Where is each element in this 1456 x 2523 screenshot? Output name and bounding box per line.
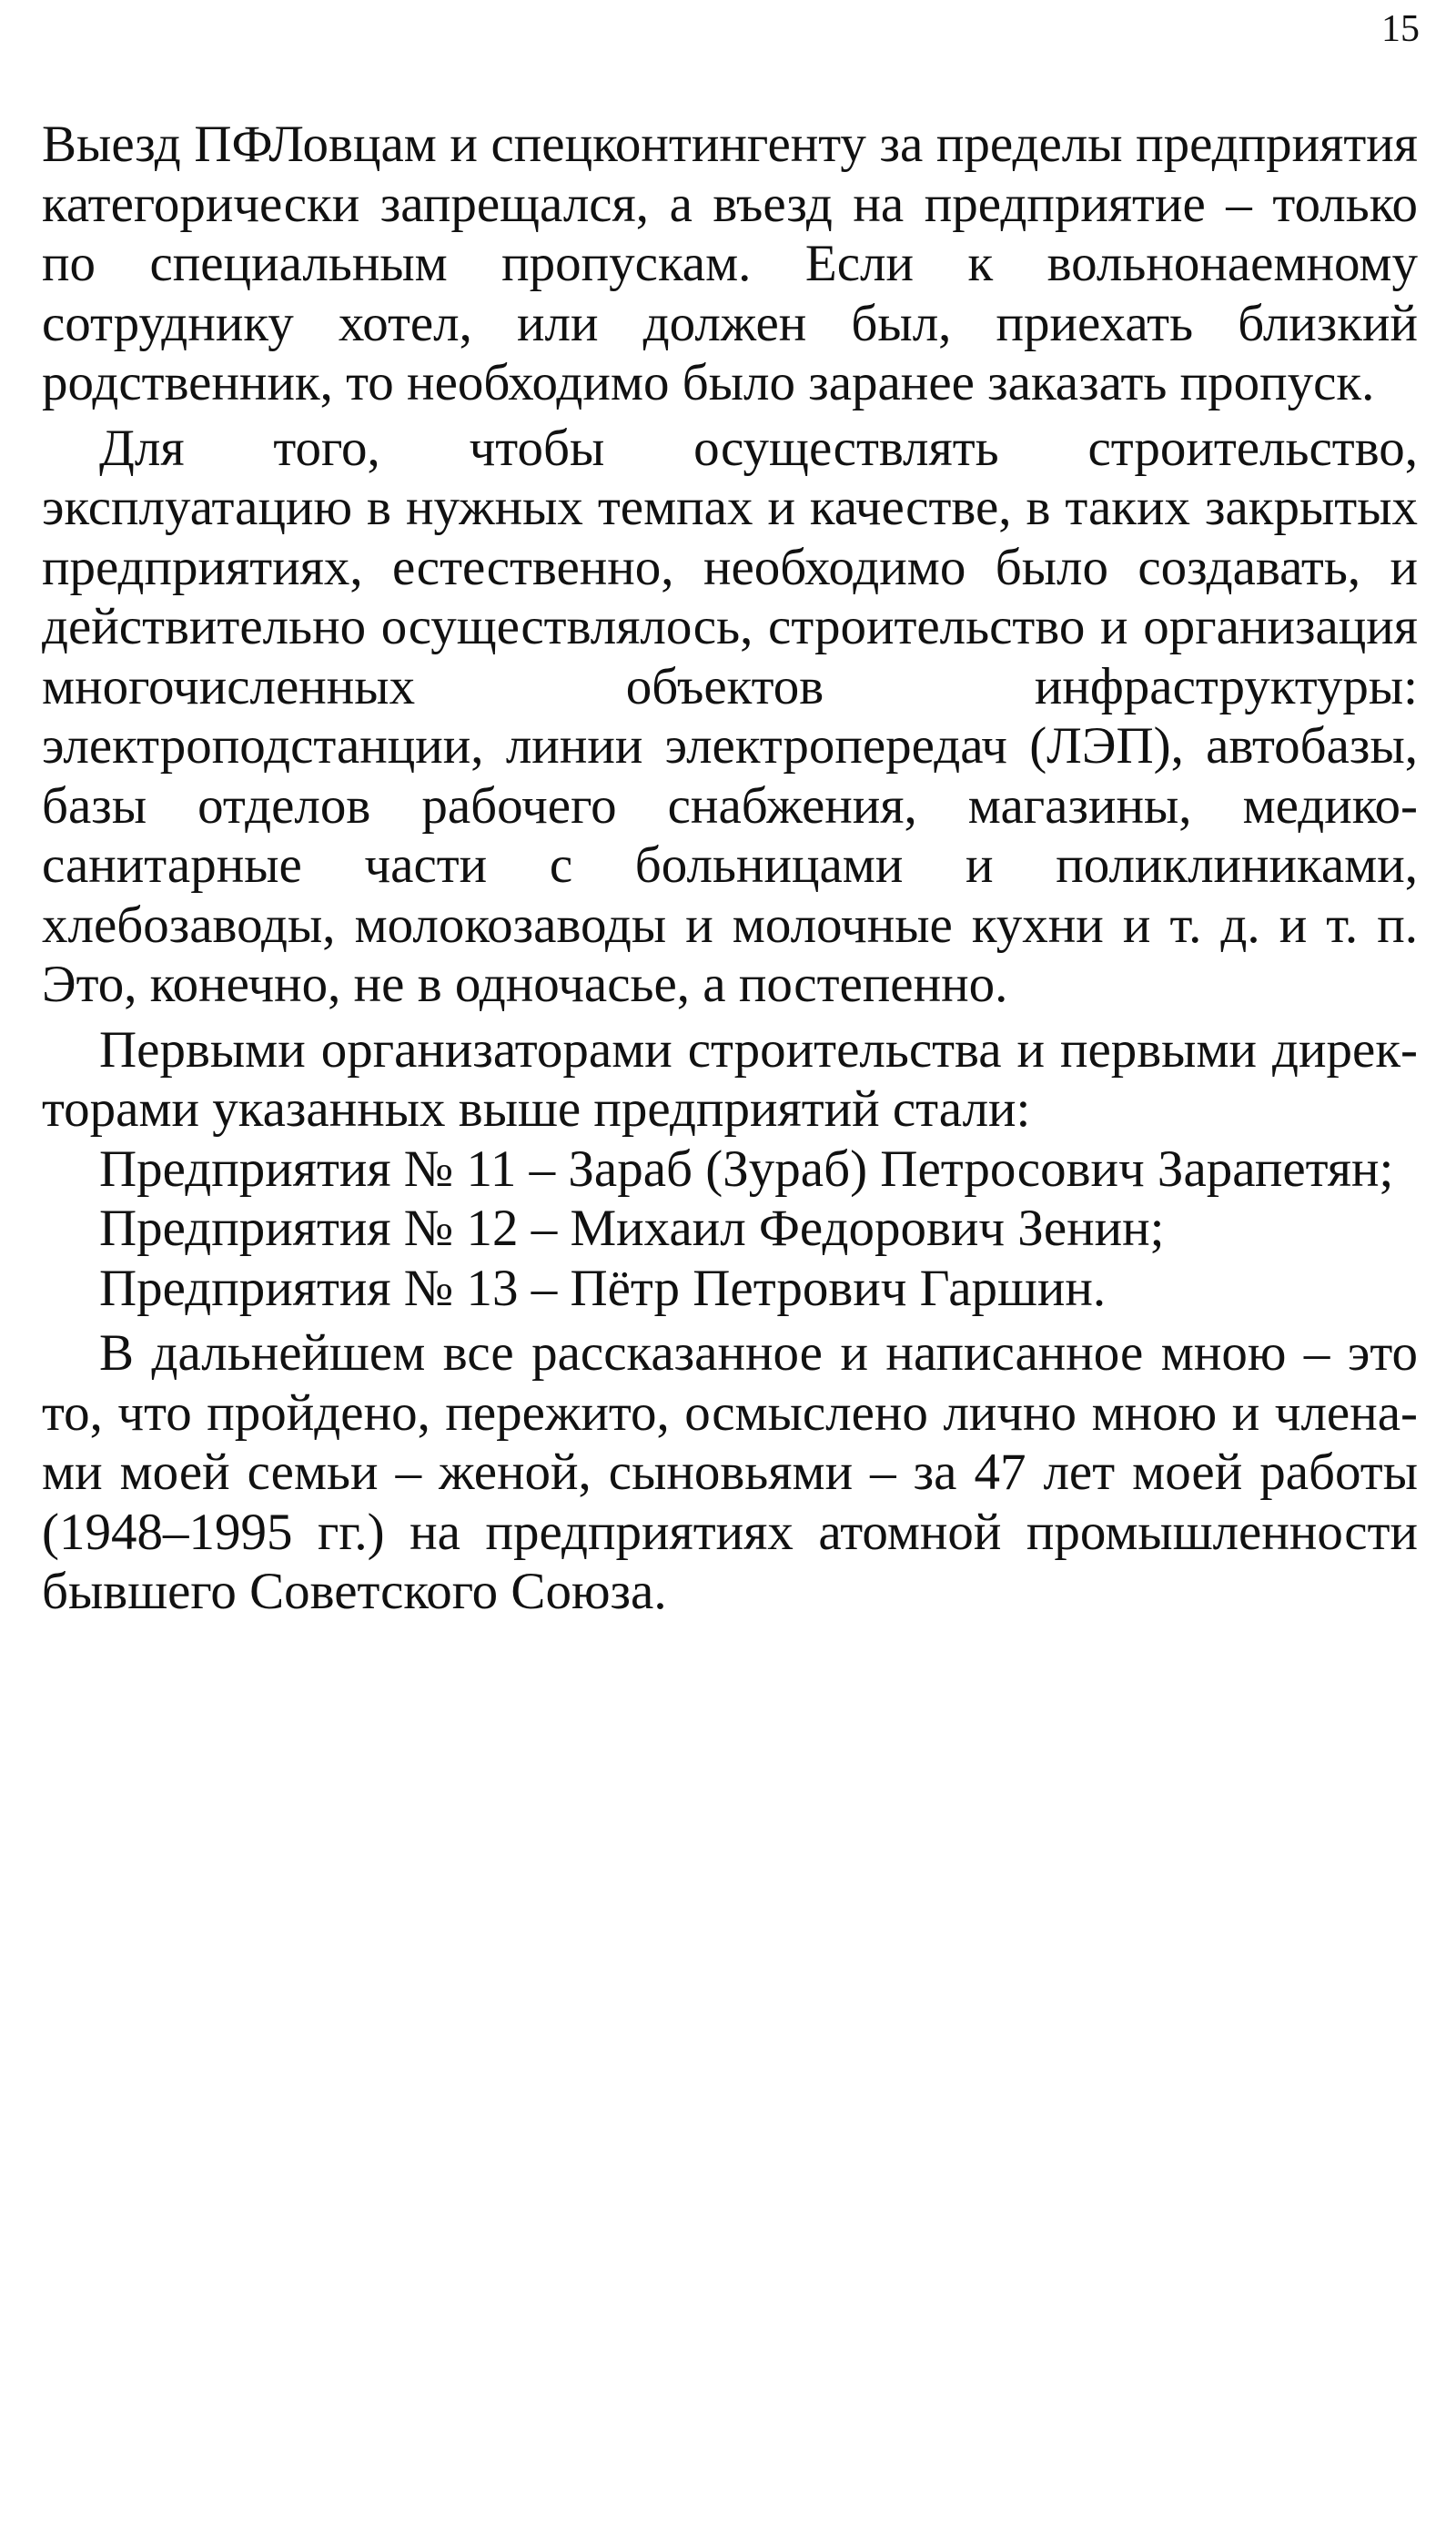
- director-item-enterprise-11: Предприятия № 11 – Зараб (Зураб) Петросович Зарапетян;: [99, 1140, 1394, 1198]
- paragraph-infrastructure: Для того, чтобы осуществлять строительство, эксплуатацию в нужных темпах и качестве, в таких закрытых предприятиях, естественно, необходимо было создавать, и действительно осуществлялось, строительство и организация многочисленных объектов инфраструктуры: электроподстанции, линии электропередач (ЛЭП), автобазы, базы отделов рабочего снабжения, магазины, медико-санитарные части с больницами и поликлиниками, хлебозаводы, молокозаводы и молочные кухни и т. д. и т. п. Это, конечно, не в одночасье, а постепенно.: [42, 419, 1418, 1013]
- paragraph-closing: В дальнейшем все рассказанное и написанное мною – это то, что пройдено, пережито, осмыслено лично мною и членами моей семьи – женой, сыновьями – за 47 лет моей работы (1948–1995 гг.) на предприятиях атомной промышленности бывшего Советского Союза.: [42, 1324, 1418, 1620]
- text-body: [42, 115, 1418, 1622]
- director-item-enterprise-13: Предприятия № 13 – Пётр Петрович Гаршин.: [99, 1259, 1107, 1317]
- paragraph-first-directors: Первыми организаторами строительства и первыми директорами указанных выше предприятий стали:: [42, 1020, 1418, 1138]
- paragraph-exit-restrictions: Выезд ПФЛовцам и спецконтингенту за пределы предприятия категорически запрещался, а въезд на предприятие – только по специальным пропускам. Если к вольнонаемному сотруднику хотел, или должен был, приехать близкий родственник, то необходимо было заранее заказать пропуск.: [42, 116, 1418, 411]
- directors-list: [42, 1140, 1418, 1319]
- page-number: 15: [1381, 8, 1420, 50]
- director-item-enterprise-12: Предприятия № 12 – Михаил Федорович Зенин;: [99, 1200, 1165, 1257]
